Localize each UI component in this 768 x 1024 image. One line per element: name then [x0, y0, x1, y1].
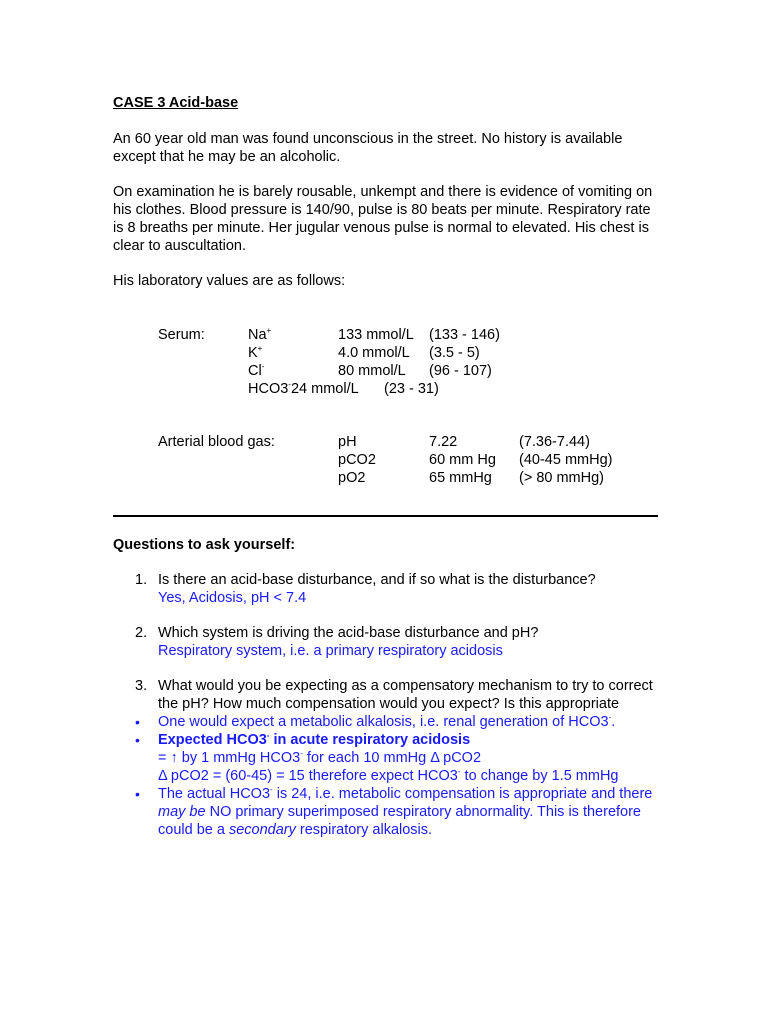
question-number: 2. — [135, 625, 148, 641]
question-number: 3. — [135, 678, 148, 694]
na-range: (133 - 146) — [429, 327, 500, 343]
pco2-name: pCO2 — [338, 452, 376, 468]
question-text: Which system is driving the acid-base disturbance and pH? — [158, 625, 539, 641]
ph-name: pH — [338, 434, 357, 450]
po2-range: (> 80 mmHg) — [519, 470, 605, 486]
po2-name: pO2 — [338, 470, 366, 486]
cl-range: (96 - 107) — [429, 363, 492, 379]
k-name: K+ — [248, 344, 263, 361]
answer-bullet: • One would expect a metabolic alkalosis, i.e. renal generation of HCO3-. — [135, 713, 616, 730]
ph-range: (7.36-7.44) — [519, 434, 590, 450]
po2-value: 65 mmHg — [429, 470, 492, 486]
bullet-icon: • — [135, 786, 140, 802]
question-text: What would you be expecting as a compensatory mechanism to try to correct the pH? How much compensation would you expect? Is this appropriate — [158, 678, 653, 712]
section-divider — [113, 515, 658, 517]
question-2 — [113, 624, 658, 660]
questions-heading: Questions to ask yourself: — [113, 537, 296, 553]
serum-table — [113, 326, 658, 398]
question-number: 1. — [135, 572, 148, 588]
case-intro: An 60 year old man was found unconscious in the street. No history is available except that he may be an alcoholic. — [113, 131, 623, 165]
pco2-range: (40-45 mmHg) — [519, 452, 613, 468]
question-3 — [113, 677, 658, 839]
serum-row-hco3 — [113, 380, 658, 398]
cl-value: 80 mmol/L — [338, 363, 406, 379]
abg-row-pco2 — [113, 451, 658, 469]
question-text: Is there an acid-base disturbance, and if so what is the disturbance? — [158, 572, 596, 588]
serum-row-cl — [113, 362, 658, 380]
question-1 — [113, 571, 658, 607]
answer-bullet: • Expected HCO3- in acute respiratory acidosis = ↑ by 1 mmHg HCO3- for each 10 mmHg Δ pCO2 Δ pCO2 = (60-45) = 15 therefore expect HCO3- to change by 1.5 mmHg — [135, 731, 619, 784]
hco3-range: (23 - 31) — [384, 381, 439, 397]
abg-row-ph — [113, 433, 658, 451]
document-page — [113, 94, 658, 839]
answer-text: Respiratory system, i.e. a primary respiratory acidosis — [158, 643, 503, 659]
bullet-icon: • — [135, 732, 140, 748]
cl-name: Cl- — [248, 362, 265, 379]
abg-label: Arterial blood gas: — [158, 434, 275, 450]
pco2-value: 60 mm Hg — [429, 452, 496, 468]
case-title: CASE 3 Acid-base — [113, 95, 239, 111]
serum-row-k — [113, 344, 658, 362]
answer-bullet: • The actual HCO3- is 24, i.e. metabolic compensation is appropriate and there may be NO primary superimposed respiratory abnormality. This is therefore could be a secondary respiratory alkalosis. — [135, 785, 653, 838]
case-examination: On examination he is barely rousable, unkempt and there is evidence of vomiting on his clothes. Blood pressure is 140/90, pulse is 80 beats per minute. Respiratory rate is 8 breaths per minute. Her jugular venous pulse is normal to elevated. His chest is clear to auscultation. — [113, 184, 653, 254]
serum-row-na — [113, 326, 658, 344]
na-value: 133 mmol/L — [338, 327, 414, 343]
na-name: Na+ — [248, 326, 272, 343]
ph-value: 7.22 — [429, 434, 458, 450]
k-value: 4.0 mmol/L — [338, 345, 410, 361]
abg-row-po2 — [113, 469, 658, 487]
k-range: (3.5 - 5) — [429, 345, 480, 361]
serum-label: Serum: — [158, 327, 205, 343]
abg-table — [113, 433, 658, 487]
bullet-icon: • — [135, 714, 140, 730]
answer-text: Yes, Acidosis, pH < 7.4 — [158, 590, 307, 606]
lab-intro: His laboratory values are as follows: — [113, 273, 346, 289]
answer-bullets — [113, 713, 658, 839]
hco3-entry: HCO3-24 mmol/L — [248, 380, 359, 397]
